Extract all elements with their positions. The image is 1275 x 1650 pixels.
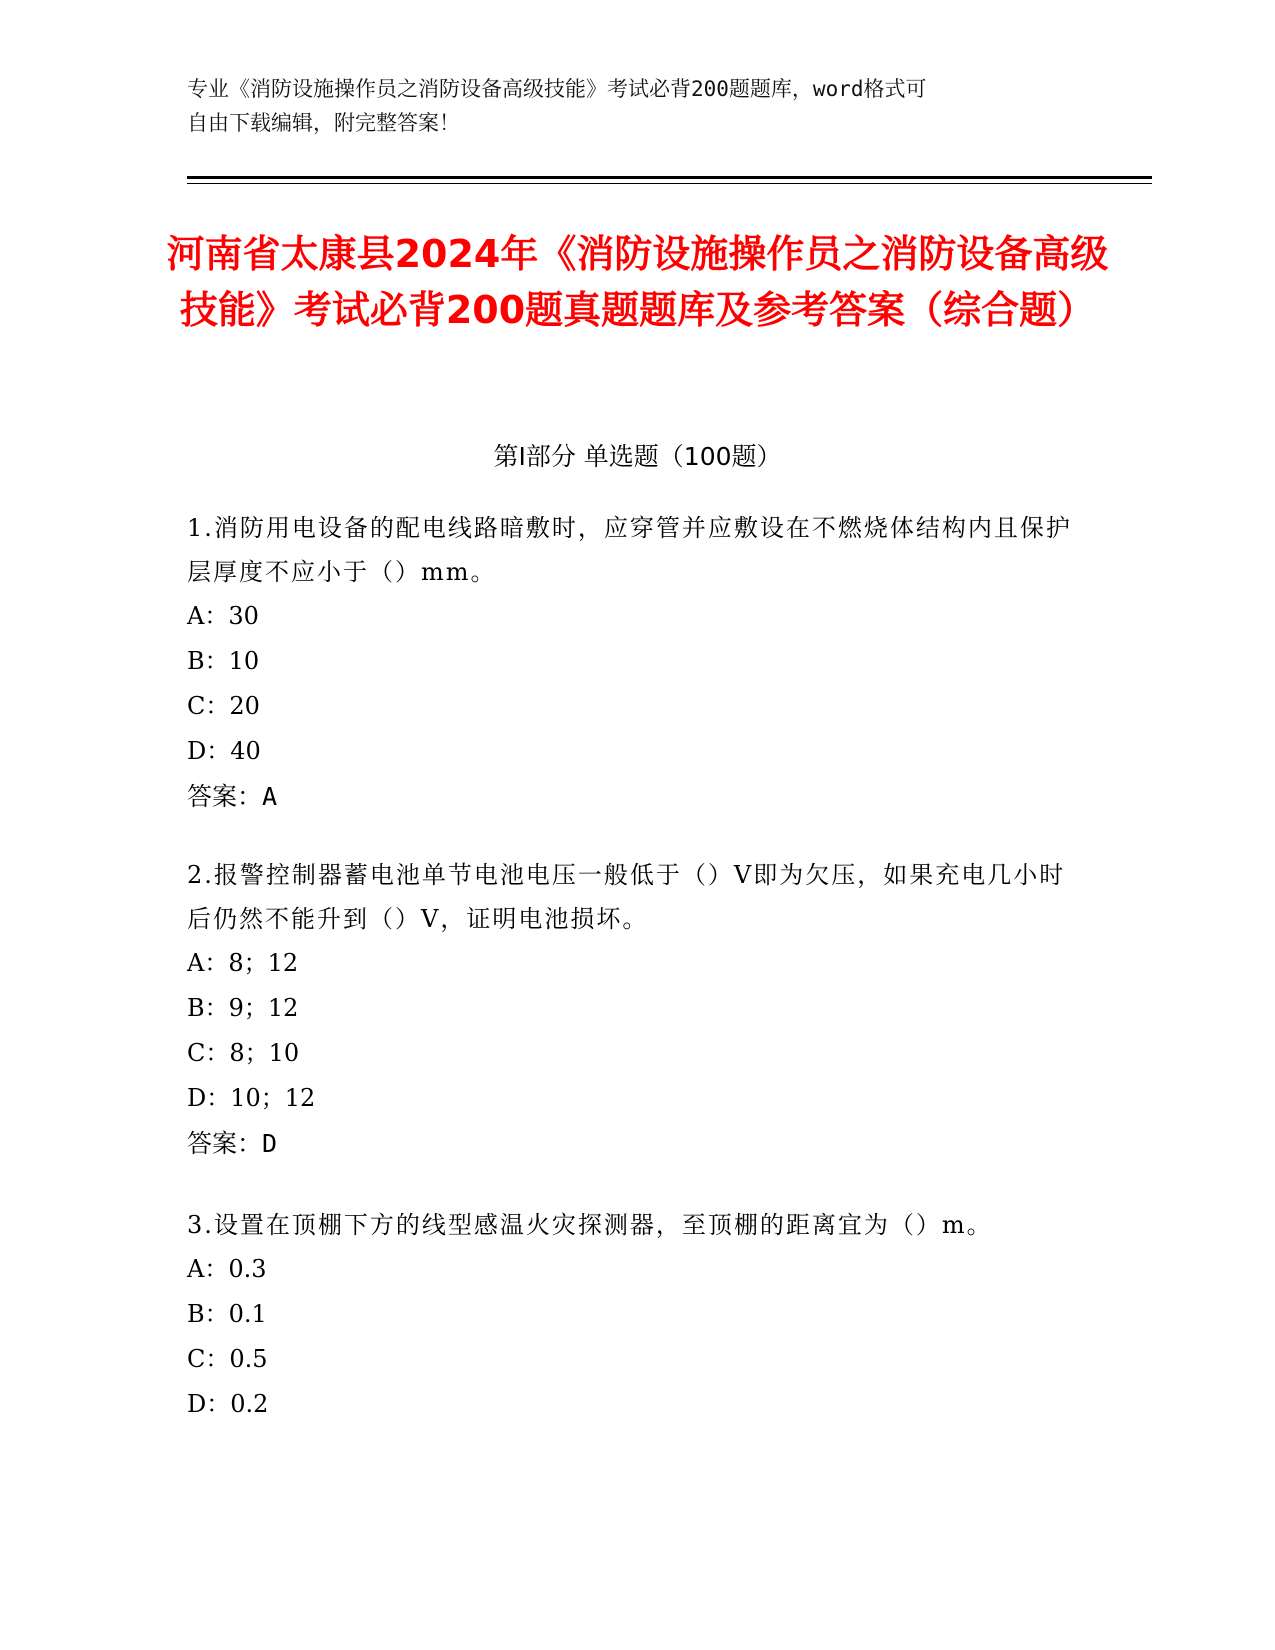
option-c: C：0.5 (187, 1345, 268, 1373)
answer-label: 答案： (187, 782, 263, 811)
answer-line (187, 1121, 1087, 1167)
header-divider-thick (187, 176, 1152, 179)
header-divider-thin (187, 183, 1152, 184)
option-c: C：8；10 (187, 1039, 300, 1067)
section-heading: 第I部分 单选题（100题） (493, 442, 782, 471)
option-d: D：10；12 (187, 1084, 316, 1112)
answer-value: A (262, 782, 278, 811)
answer-value: D (262, 1129, 278, 1158)
option-a: A：30 (187, 602, 259, 630)
question-stem: 1.消防用电设备的配电线路暗敷时，应穿管并应敷设在不燃烧体结构内且保护层厚度不应小于（）mm。 (187, 514, 1072, 586)
answer-label: 答案： (187, 1129, 263, 1158)
option-c: C：20 (187, 692, 260, 720)
option-d: D：40 (187, 737, 261, 765)
header-note: 专业《消防设施操作员之消防设备高级技能》考试必背200题题库，word格式可 自由下载编辑，附完整答案！ (187, 77, 927, 135)
option-a: A：0.3 (187, 1255, 267, 1283)
option-d: D：0.2 (187, 1390, 269, 1418)
question-2 (187, 853, 1087, 1167)
option-b: B：0.1 (187, 1300, 267, 1328)
question-1 (187, 506, 1087, 820)
question-3 (187, 1203, 1087, 1427)
answer-line (187, 774, 1087, 820)
document-title: 河南省太康县2024年《消防设施操作员之消防设备高级技能》考试必背200题真题题库及参考答案（综合题） (166, 232, 1109, 332)
option-b: B：9；12 (187, 994, 299, 1022)
option-b: B：10 (187, 647, 260, 675)
question-stem: 3.设置在顶棚下方的线型感温火灾探测器，至顶棚的距离宜为（）m。 (187, 1211, 993, 1239)
question-stem: 2.报警控制器蓄电池单节电池电压一般低于（）V即为欠压，如果充电几小时后仍然不能升到（）V，证明电池损坏。 (187, 861, 1066, 933)
option-a: A：8；12 (187, 949, 299, 977)
